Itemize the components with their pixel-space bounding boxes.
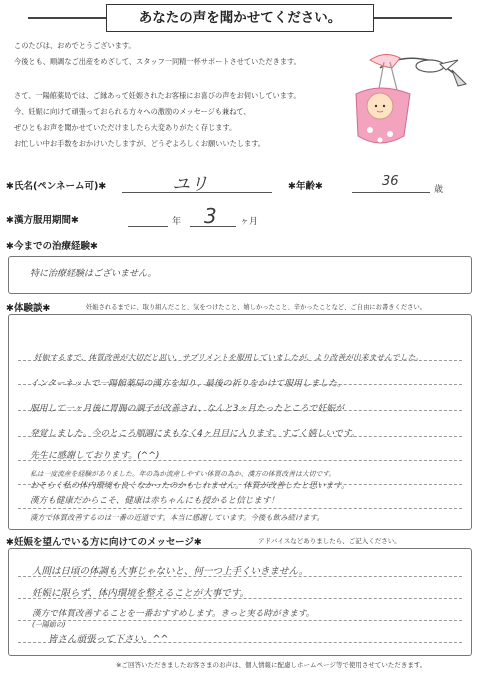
experience-heading — [6, 300, 50, 314]
name-label: 氏名(ペンネーム可) — [13, 181, 99, 192]
period-row — [6, 212, 79, 226]
stork-carrying-baby-illustration — [340, 40, 470, 155]
title-rule-right — [374, 17, 452, 19]
experience-line: 漢方も健康だからこそ、健康は赤ちゃんにも授かると信じます！ — [30, 496, 280, 506]
age-unit: 歳 — [434, 185, 444, 195]
message-line: 妊娠に限らず、体内環境を整えることが大事です。 — [32, 588, 249, 599]
experience-line: 私は一度流産を経験がありました。年の為か流産しやすい体質の為か、漢方の体質改善は大切です。 — [30, 470, 336, 478]
dashed-rule — [18, 620, 462, 621]
dashed-rule — [18, 508, 462, 509]
intro-line-2: 今後とも、順調なご出産をめざして、スタッフ一同精一杯サポートさせていただきます。 — [14, 57, 301, 66]
message-line: 皆さん頑張って下さい。^^ — [48, 634, 169, 645]
intro-line-4: 今、妊娠に向けて頑張っておられる方々への激励のメッセージも兼ねて、 — [14, 107, 251, 116]
star-bullet-icon: ✱ — [314, 181, 323, 192]
star-bullet-icon: ✱ — [6, 241, 14, 252]
name-value[interactable]: ユリ — [172, 174, 208, 195]
experience-line: 服用して一ヶ月後に胃腸の調子が改善され、なんと3ヶ月たったところで妊娠が — [30, 404, 344, 414]
age-value[interactable]: 36 — [382, 174, 399, 189]
intro-line-3: さて、一陽館薬局では、ご縁あって妊娠されたお客様にお喜びの声をお伺いしています。 — [14, 91, 301, 100]
message-heading — [6, 534, 202, 548]
experience-note: 妊娠されるまでに、取り組んだこと、気をつけたこと、嬉しかったこと、辛かったことなど、ご自由にお書きください。 — [86, 304, 427, 311]
star-bullet-icon: ✱ — [98, 181, 107, 192]
period-label: 漢方服用期間 — [13, 215, 71, 226]
star-bullet-icon: ✱ — [193, 537, 202, 548]
intro-line-5: ぜひともお声を聞かせていただけましたら大変ありがたく存じます。 — [14, 123, 237, 132]
intro-line-6: お忙しい中お手数をおかけいたしますが、どうぞよろしくお願いいたします。 — [14, 139, 265, 148]
star-bullet-icon: ✱ — [70, 215, 79, 226]
experience-line: 先生に感謝しております。(^^) — [30, 451, 160, 461]
message-note: アドバイスなどありましたら、ご記入ください。 — [258, 537, 401, 545]
message-line: 漢方で体質改善することを一番おすすめします。きっと実る時がきます。 — [32, 609, 315, 619]
message-line: 人間は日頃の体調も大事じゃないと、何一つ上手くいきません。 — [32, 566, 309, 577]
experience-line: おそらく私の体内環境も良くなかったのかもしれません。体質が改善したと思います。 — [30, 480, 350, 490]
experience-label: 体験談 — [13, 303, 43, 314]
title-rule-left — [28, 17, 106, 19]
star-bullet-icon: ✱ — [6, 537, 14, 548]
star-bullet-icon: ✱ — [89, 241, 98, 252]
experience-line: 発覚しました。今のところ順調にまもなく4ヶ月目に入ります。すごく嬉しいです。 — [30, 429, 360, 439]
name-row — [6, 178, 106, 192]
star-bullet-icon: ✱ — [6, 215, 14, 226]
star-bullet-icon: ✱ — [288, 181, 296, 192]
page-title: あなたの声を聞かせてください。 — [106, 4, 374, 32]
footnote: ※ご回答いただきましたお客さまのお声は、個人情報に配慮しホームページ等で使用させていただきます。 — [116, 661, 427, 669]
age-row — [288, 178, 323, 192]
treatment-answer: 特に治療経験はございません。 — [30, 269, 157, 279]
treatment-label: 今までの治療経験 — [13, 241, 90, 252]
intro-line-1: このたびは、おめでとうございます。 — [14, 41, 136, 50]
treatment-heading — [6, 238, 98, 252]
month-value[interactable]: 3 — [204, 204, 217, 228]
message-label: 妊娠を望んでいる方に向けてのメッセージ — [13, 537, 194, 548]
experience-line: インターネットで一陽館薬局の漢方を知り、最後の祈りをかけて服用しました。 — [30, 379, 346, 389]
age-underline — [352, 192, 430, 193]
message-line: (一陽館の) — [32, 621, 66, 629]
star-bullet-icon: ✱ — [6, 181, 14, 192]
year-underline — [128, 226, 168, 227]
month-unit: ヶ月 — [240, 217, 259, 227]
star-bullet-icon: ✱ — [6, 303, 14, 314]
year-unit: 年 — [172, 217, 182, 227]
star-bullet-icon: ✱ — [42, 303, 51, 314]
experience-line: 漢方で体質改善するのは一番の近道です。本当に感謝しています。今後も飲み続けます。 — [30, 513, 324, 522]
age-label: 年齢 — [295, 181, 315, 192]
experience-line: 妊娠するまで、体質改善が大切だと思い、サプリメントを服用していましたが、より改善が出来ませんでした。 — [34, 353, 424, 362]
